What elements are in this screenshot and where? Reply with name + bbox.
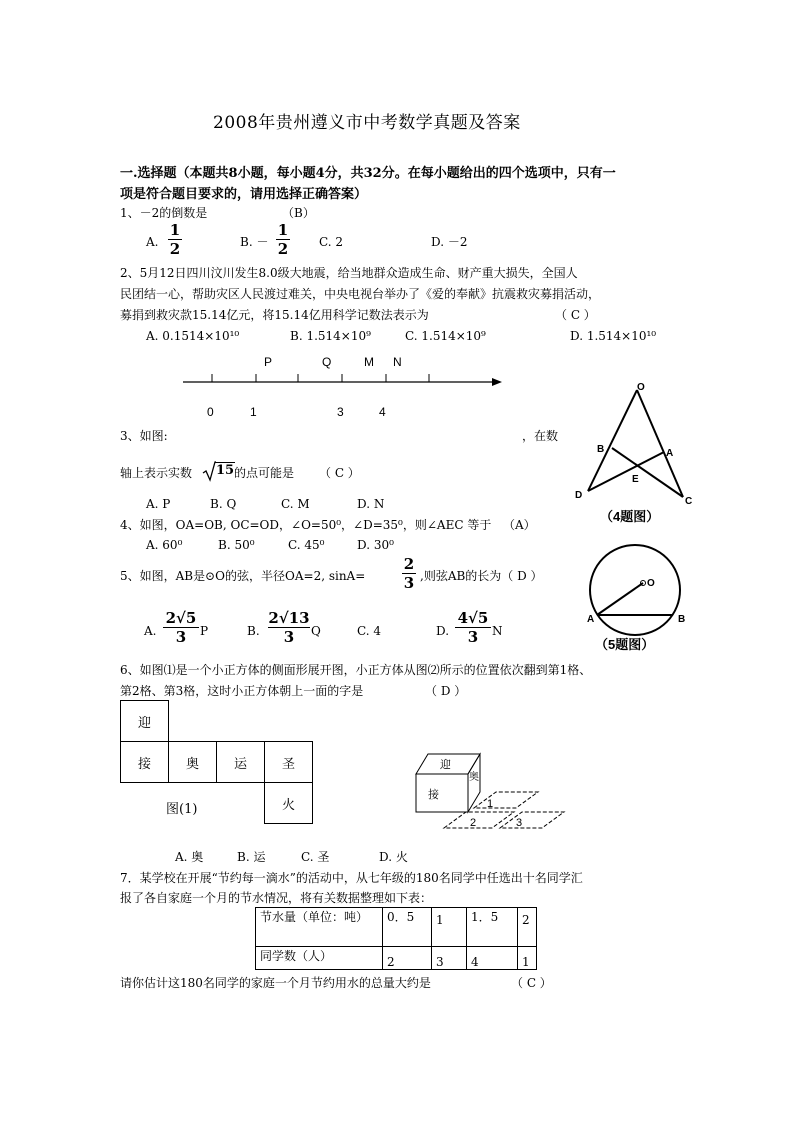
section-heading-line1: 一.选择题（本题共8小题，每小题4分，共32分。在每小题给出的四个选项中，只有一 xyxy=(120,166,616,181)
q6-option-a: A. 奥 xyxy=(175,850,204,864)
label-p: P xyxy=(264,355,273,369)
cube-side-face xyxy=(468,754,480,812)
q6-option-b: B. 运 xyxy=(237,850,266,864)
q4-stem: 4、如图，OA=OB, OC=OD，∠O=50⁰，∠D=35⁰，则∠AEC 等于 xyxy=(120,518,492,532)
q1-stem: 1、－2的倒数是 xyxy=(120,206,208,220)
q5-stem: 5、如图，AB是⊙O的弦，半径OA=2, sinA= xyxy=(120,569,366,583)
q1-answer: （B） xyxy=(282,206,315,220)
q1-option-a: A. xyxy=(146,235,159,249)
tick-label-3: 3 xyxy=(337,405,344,419)
figure-4-caption: （4题图） xyxy=(600,509,660,524)
net-cell-row-1: 接 xyxy=(120,741,169,783)
q2-line1: 2、5月12日四川汶川发生8.0级大地震，给当地群众造成生命、财产重大损失，全国人 xyxy=(120,266,578,280)
label-a: A xyxy=(666,448,674,459)
q3-option-c: C. M xyxy=(281,497,310,511)
q5-sin-fraction xyxy=(402,556,416,591)
figure-5-caption: （5题图） xyxy=(595,637,655,652)
q1-option-c: C. 2 xyxy=(319,235,344,249)
table-cell: 2 xyxy=(518,908,537,947)
q7-line3: 请你估计这180名同学的家庭一个月节约用水的总量大约是 xyxy=(120,976,431,990)
net-cell-row-3: 运 xyxy=(216,741,265,783)
grid-cell-2 xyxy=(444,812,514,828)
q2-line3: 募捐到救灾款15.14亿元，将15.14亿用科学记数法表示为 xyxy=(120,308,429,322)
fraction-denominator: 2 xyxy=(169,240,181,258)
q6-line2: 第2格、第3格，这时小正方体朝上一面的字是 xyxy=(120,684,364,698)
label-e: E xyxy=(632,474,639,485)
q7-data-table xyxy=(255,907,537,970)
q2-option-a: A. 0.1514×10¹⁰ xyxy=(146,329,240,343)
cube-rolling-figure xyxy=(410,746,570,836)
q3-line2-suffix: 的点可能是 xyxy=(234,466,295,480)
section-heading-line2: 项是符合题目要求的，请用选择正确答案） xyxy=(120,187,368,202)
q3-stem-tail: ，在数 xyxy=(522,429,559,443)
q2-line2: 民团结一心，帮助灾区人民渡过难关，中央电视台举办了《爱的奉献》抗震救灾募捐活动， xyxy=(120,287,601,301)
label-n: N xyxy=(393,355,402,369)
q3-option-a: A. P xyxy=(146,497,171,511)
q3-line2-prefix: 轴上表示实数 xyxy=(120,466,193,480)
page-title: 2008年贵州遵义市中考数学真题及答案 xyxy=(213,113,521,133)
q5-option-b-tail: Q xyxy=(311,624,321,638)
tick-label-1: 1 xyxy=(250,405,257,419)
label-b: B xyxy=(678,614,686,625)
q7-line1: 7．某学校在开展“节约每一滴水”的活动中，从七年级的180名同学中任选出十名同学汇 xyxy=(120,871,583,885)
q7-line2: 报了各自家庭一个月的节水情况，将有关数据整理如下表： xyxy=(120,891,433,905)
q1-option-b: B. － xyxy=(240,235,269,249)
q6-option-c: C. 圣 xyxy=(301,850,330,864)
q7-answer: （ C ） xyxy=(511,976,552,990)
radius-oa xyxy=(597,583,643,615)
segment-od xyxy=(588,390,637,491)
figure-4 xyxy=(570,378,700,528)
fraction-numerator: 2√5 xyxy=(165,609,197,627)
net-cell-top: 迎 xyxy=(120,700,169,742)
q2-option-b: B. 1.514×10⁹ xyxy=(290,329,371,343)
fraction-denominator: 2 xyxy=(277,240,289,258)
table-cell: 4 xyxy=(467,947,518,970)
q3-option-b: B. Q xyxy=(210,497,237,511)
q5-option-b: B. xyxy=(247,624,260,638)
grid-cell-3 xyxy=(500,812,564,828)
fraction-denominator: 3 xyxy=(467,628,479,646)
figure-5 xyxy=(585,540,695,660)
number-line-figure xyxy=(180,348,510,420)
fraction-denominator: 3 xyxy=(283,628,295,646)
q5-option-d-fraction xyxy=(455,610,491,645)
fraction-denominator: 3 xyxy=(403,574,415,592)
label-b: B xyxy=(597,444,605,455)
q5-option-d: D. xyxy=(436,624,450,638)
net-cell-row-4: 圣 xyxy=(264,741,313,783)
table-cell: 同学数（人） xyxy=(256,947,383,970)
label-q: Q xyxy=(322,355,332,369)
circle-o xyxy=(590,545,680,635)
grid-label-1: 1 xyxy=(487,798,494,810)
q5-stem-tail: ,则弦AB的长为（ D ） xyxy=(420,569,543,583)
q5-option-a-tail: P xyxy=(200,624,209,638)
cube-front-face xyxy=(416,774,468,812)
grid-cell-1 xyxy=(474,792,538,808)
q4-option-b: B. 50⁰ xyxy=(218,538,255,552)
q6-answer: （ D ） xyxy=(425,684,467,698)
net-cell-bottom: 火 xyxy=(264,782,313,824)
arrow-icon xyxy=(492,378,502,386)
q3-radicand: 15 xyxy=(216,463,235,478)
q5-option-c: C. 4 xyxy=(357,624,382,638)
label-o: O xyxy=(637,382,645,393)
table-cell: 1 xyxy=(518,947,537,970)
q5-option-b-fraction xyxy=(268,610,310,645)
radical-sign-icon xyxy=(202,460,216,482)
label-o: O xyxy=(647,578,655,589)
figure-1-caption: 图(1) xyxy=(166,802,198,817)
tick-label-4: 4 xyxy=(379,405,386,419)
q1-option-d: D. －2 xyxy=(431,235,468,249)
table-row xyxy=(256,947,537,970)
label-d: D xyxy=(575,490,583,501)
q3-option-d: D. N xyxy=(357,497,385,511)
q4-option-d: D. 30⁰ xyxy=(357,538,394,552)
cube-top-label: 迎 xyxy=(440,759,451,771)
table-cell: 2 xyxy=(383,947,432,970)
table-cell: 3 xyxy=(432,947,467,970)
q3-answer: （ C ） xyxy=(319,466,360,480)
table-cell: 0．5 xyxy=(383,908,432,947)
table-cell: 节水量（单位：吨） xyxy=(256,908,383,947)
q2-option-d: D. 1.514×10¹⁰ xyxy=(570,329,657,343)
tick-label-0: 0 xyxy=(207,405,214,419)
q5-option-a-fraction xyxy=(163,610,199,645)
fraction-denominator: 3 xyxy=(175,628,187,646)
cube-side-label: 奥 xyxy=(469,772,479,783)
q6-option-d: D. 火 xyxy=(379,850,408,864)
fraction-numerator: 2√13 xyxy=(268,609,310,627)
fraction-numerator: 4√5 xyxy=(457,609,489,627)
table-cell: 1．5 xyxy=(467,908,518,947)
cube-front-label: 接 xyxy=(428,789,439,801)
q2-option-c: C. 1.514×10⁹ xyxy=(405,329,486,343)
fraction-numerator: 1 xyxy=(277,221,289,239)
q2-answer: （ C ） xyxy=(555,308,596,322)
fraction-numerator: 1 xyxy=(169,221,181,239)
q3-stem: 3、如图: xyxy=(120,429,168,443)
net-cell-row-2: 奥 xyxy=(168,741,217,783)
q4-answer: （A） xyxy=(503,518,536,532)
q1-option-a-fraction xyxy=(168,222,182,257)
label-c: C xyxy=(685,496,693,507)
grid-label-2: 2 xyxy=(470,817,477,829)
q4-option-a: A. 60⁰ xyxy=(146,538,183,552)
q6-line1: 6、如图⑴是一个小正方体的侧面形展开图，小正方体从图⑵所示的位置依次翻到第1格、 xyxy=(120,663,592,677)
table-cell: 1 xyxy=(432,908,467,947)
fraction-numerator: 2 xyxy=(403,555,415,573)
label-a: A xyxy=(587,614,595,625)
label-m: M xyxy=(364,355,374,369)
table-row xyxy=(256,908,537,947)
q4-option-c: C. 45⁰ xyxy=(288,538,325,552)
q1-option-b-fraction xyxy=(276,222,290,257)
grid-label-3: 3 xyxy=(516,817,523,829)
q5-option-a: A. xyxy=(144,624,157,638)
q5-option-d-tail: N xyxy=(492,624,503,638)
